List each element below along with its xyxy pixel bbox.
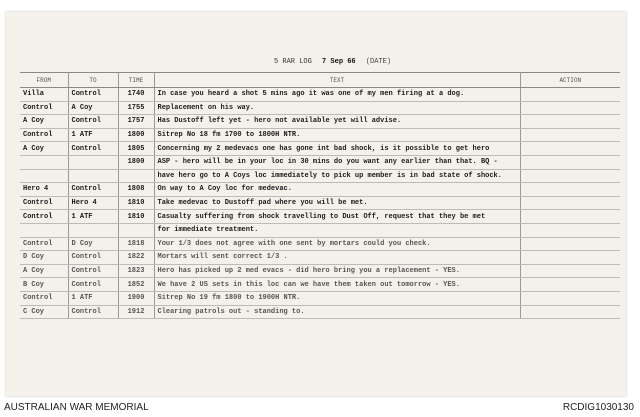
cell-from: A Coy bbox=[20, 142, 68, 156]
cell-from: C Coy bbox=[20, 305, 68, 319]
cell-action bbox=[520, 196, 620, 210]
cell-from: Control bbox=[20, 237, 68, 251]
cell-time: 1810 bbox=[118, 196, 154, 210]
cell-text: for immediate treatment. bbox=[154, 223, 520, 237]
cell-to bbox=[68, 223, 118, 237]
cell-time: 1805 bbox=[118, 142, 154, 156]
log-header bbox=[274, 58, 391, 66]
cell-text: Your 1/3 does not agree with one sent by mortars could you check. bbox=[154, 237, 520, 251]
date-caption: (DATE) bbox=[365, 58, 392, 66]
cell-action bbox=[520, 101, 620, 115]
cell-time: 1800 bbox=[118, 155, 154, 169]
cell-to: Control bbox=[68, 183, 118, 197]
cell-action bbox=[520, 305, 620, 319]
cell-time: 1900 bbox=[118, 291, 154, 305]
table-row bbox=[20, 210, 620, 224]
log-table bbox=[20, 72, 620, 319]
table-row bbox=[20, 264, 620, 278]
cell-to: Control bbox=[68, 305, 118, 319]
cell-to: 1 ATF bbox=[68, 128, 118, 142]
date-value: 7 Sep 66 bbox=[322, 58, 356, 66]
cell-from: D Coy bbox=[20, 251, 68, 265]
cell-time: 1822 bbox=[118, 251, 154, 265]
table-row bbox=[20, 196, 620, 210]
cell-to: D Coy bbox=[68, 237, 118, 251]
cell-action bbox=[520, 251, 620, 265]
cell-text: Clearing patrols out - standing to. bbox=[154, 305, 520, 319]
cell-text: have hero go to A Coys loc immediately to pick up member is in bad state of shock. bbox=[154, 169, 520, 183]
cell-time: 1852 bbox=[118, 278, 154, 292]
cell-to: Control bbox=[68, 88, 118, 102]
cell-to bbox=[68, 169, 118, 183]
cell-time: 1823 bbox=[118, 264, 154, 278]
cell-from: Control bbox=[20, 291, 68, 305]
cell-time: 1808 bbox=[118, 183, 154, 197]
cell-time: 1810 bbox=[118, 210, 154, 224]
table-header-row bbox=[20, 73, 620, 88]
cell-to: 1 ATF bbox=[68, 210, 118, 224]
cell-text: Mortars will sent correct 1/3 . bbox=[154, 251, 520, 265]
cell-text: Casualty suffering from shock travelling to Dust Off, request that they be met bbox=[154, 210, 520, 224]
cell-time bbox=[118, 169, 154, 183]
cell-from: Control bbox=[20, 196, 68, 210]
column-header-action: ACTION bbox=[520, 73, 620, 88]
cell-text: Take medevac to Dustoff pad where you will be met. bbox=[154, 196, 520, 210]
cell-to: Control bbox=[68, 115, 118, 129]
log-body bbox=[20, 88, 620, 319]
table-row bbox=[20, 251, 620, 265]
cell-action bbox=[520, 142, 620, 156]
cell-text: We have 2 US sets in this loc can we have them taken out tomorrow - YES. bbox=[154, 278, 520, 292]
cell-text: Has Dustoff left yet - hero not available yet will advise. bbox=[154, 115, 520, 129]
cell-action bbox=[520, 210, 620, 224]
cell-from bbox=[20, 223, 68, 237]
cell-action bbox=[520, 291, 620, 305]
cell-to: Control bbox=[68, 142, 118, 156]
cell-to: 1 ATF bbox=[68, 291, 118, 305]
table-row bbox=[20, 128, 620, 142]
cell-action bbox=[520, 88, 620, 102]
cell-action bbox=[520, 155, 620, 169]
cell-text: Sitrep No 18 fm 1700 to 1800H NTR. bbox=[154, 128, 520, 142]
archive-reference: RCDIG1030130 bbox=[562, 402, 634, 413]
cell-text: ASP - hero will be in your loc in 30 mins do you want any earlier than that. BQ - bbox=[154, 155, 520, 169]
cell-time: 1755 bbox=[118, 101, 154, 115]
table-row bbox=[20, 305, 620, 319]
cell-time: 1800 bbox=[118, 128, 154, 142]
table-row bbox=[20, 183, 620, 197]
table-row bbox=[20, 169, 620, 183]
cell-from: A Coy bbox=[20, 115, 68, 129]
cell-text: In case you heard a shot 5 mins ago it was one of my men firing at a dog. bbox=[154, 88, 520, 102]
cell-from: A Coy bbox=[20, 264, 68, 278]
cell-text: Replacement on his way. bbox=[154, 101, 520, 115]
cell-action bbox=[520, 223, 620, 237]
table-row bbox=[20, 223, 620, 237]
cell-action bbox=[520, 264, 620, 278]
cell-text: Concerning my 2 medevacs one has gone int bad shock, is it possible to get hero bbox=[154, 142, 520, 156]
cell-text: On way to A Coy loc for medevac. bbox=[154, 183, 520, 197]
column-header-time: TIME bbox=[118, 73, 154, 88]
cell-time: 1740 bbox=[118, 88, 154, 102]
cell-from: B Coy bbox=[20, 278, 68, 292]
table-row bbox=[20, 237, 620, 251]
cell-time: 1818 bbox=[118, 237, 154, 251]
unit-label: 5 RAR LOG bbox=[274, 58, 312, 66]
cell-from: Hero 4 bbox=[20, 183, 68, 197]
cell-to: Hero 4 bbox=[68, 196, 118, 210]
cell-action bbox=[520, 115, 620, 129]
column-header-from: FROM bbox=[20, 73, 68, 88]
cell-action bbox=[520, 183, 620, 197]
cell-to: Control bbox=[68, 278, 118, 292]
cell-text: Sitrep No 19 fm 1800 to 1900H NTR. bbox=[154, 291, 520, 305]
cell-time: 1912 bbox=[118, 305, 154, 319]
cell-time: 1757 bbox=[118, 115, 154, 129]
cell-to: Control bbox=[68, 264, 118, 278]
cell-action bbox=[520, 169, 620, 183]
table-row bbox=[20, 115, 620, 129]
table-row bbox=[20, 291, 620, 305]
cell-action bbox=[520, 128, 620, 142]
cell-to: A Coy bbox=[68, 101, 118, 115]
cell-to: Control bbox=[68, 251, 118, 265]
cell-to bbox=[68, 155, 118, 169]
cell-from: Control bbox=[20, 128, 68, 142]
cell-from bbox=[20, 169, 68, 183]
cell-action bbox=[520, 237, 620, 251]
cell-action bbox=[520, 278, 620, 292]
cell-from: Control bbox=[20, 210, 68, 224]
table-row bbox=[20, 88, 620, 102]
archive-credit: AUSTRALIAN WAR MEMORIAL bbox=[4, 402, 149, 413]
column-header-to: TO bbox=[68, 73, 118, 88]
table-row bbox=[20, 142, 620, 156]
table-row bbox=[20, 155, 620, 169]
table-row bbox=[20, 101, 620, 115]
cell-from bbox=[20, 155, 68, 169]
cell-from: Control bbox=[20, 101, 68, 115]
column-header-text: TEXT bbox=[154, 73, 520, 88]
cell-text: Hero has picked up 2 med evacs - did hero bring you a replacement - YES. bbox=[154, 264, 520, 278]
cell-time bbox=[118, 223, 154, 237]
table-row bbox=[20, 278, 620, 292]
cell-from: Villa bbox=[20, 88, 68, 102]
